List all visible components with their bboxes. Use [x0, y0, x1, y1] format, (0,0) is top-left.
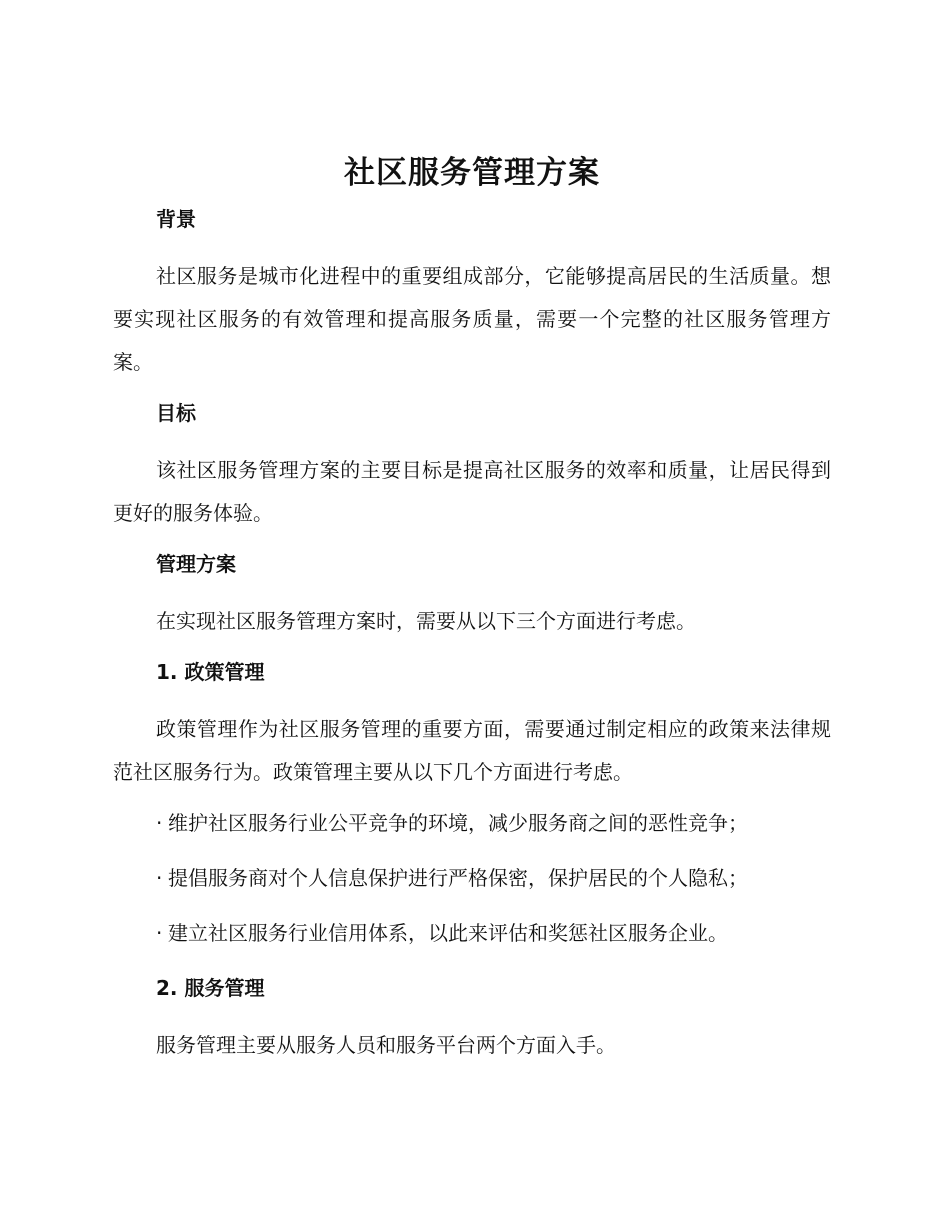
section-paragraph-service: 服务管理主要从服务人员和服务平台两个方面入手。 — [156, 1033, 616, 1057]
section-heading-policy: 1. 政策管理 — [156, 660, 265, 684]
bullet-text: 建立社区服务行业信用体系，以此来评估和奖惩社区服务企业。 — [168, 921, 728, 945]
section-paragraph-policy: 政策管理作为社区服务管理的重要方面，需要通过制定相应的政策来法律规范社区服务行为。政策管理主要从以下几个方面进行考虑。 — [113, 717, 831, 784]
section-heading-plan: 管理方案 — [156, 552, 236, 576]
bullet-text: 提倡服务商对个人信息保护进行严格保密，保护居民的个人隐私； — [168, 866, 748, 890]
bullet-item — [113, 808, 831, 838]
bullet-text: 维护社区服务行业公平竞争的环境，减少服务商之间的恶性竞争； — [168, 811, 748, 835]
section-heading-background: 背景 — [156, 207, 196, 231]
document-title: 社区服务管理方案 — [344, 155, 600, 191]
section-heading-service: 2. 服务管理 — [156, 976, 265, 1000]
bullet-item — [113, 918, 831, 948]
bullet-item — [113, 863, 831, 893]
bullet-mark: · — [156, 866, 163, 890]
document-content — [113, 152, 831, 1081]
section-heading-goal: 目标 — [156, 401, 196, 425]
bullet-mark: · — [156, 921, 163, 945]
bullet-mark: · — [156, 811, 163, 835]
section-paragraph-plan: 在实现社区服务管理方案时，需要从以下三个方面进行考虑。 — [156, 609, 696, 633]
section-paragraph-goal: 该社区服务管理方案的主要目标是提高社区服务的效率和质量，让居民得到更好的服务体验。 — [113, 458, 831, 525]
section-paragraph-background: 社区服务是城市化进程中的重要组成部分，它能够提高居民的生活质量。想要实现社区服务的有效管理和提高服务质量，需要一个完整的社区服务管理方案。 — [113, 264, 831, 374]
